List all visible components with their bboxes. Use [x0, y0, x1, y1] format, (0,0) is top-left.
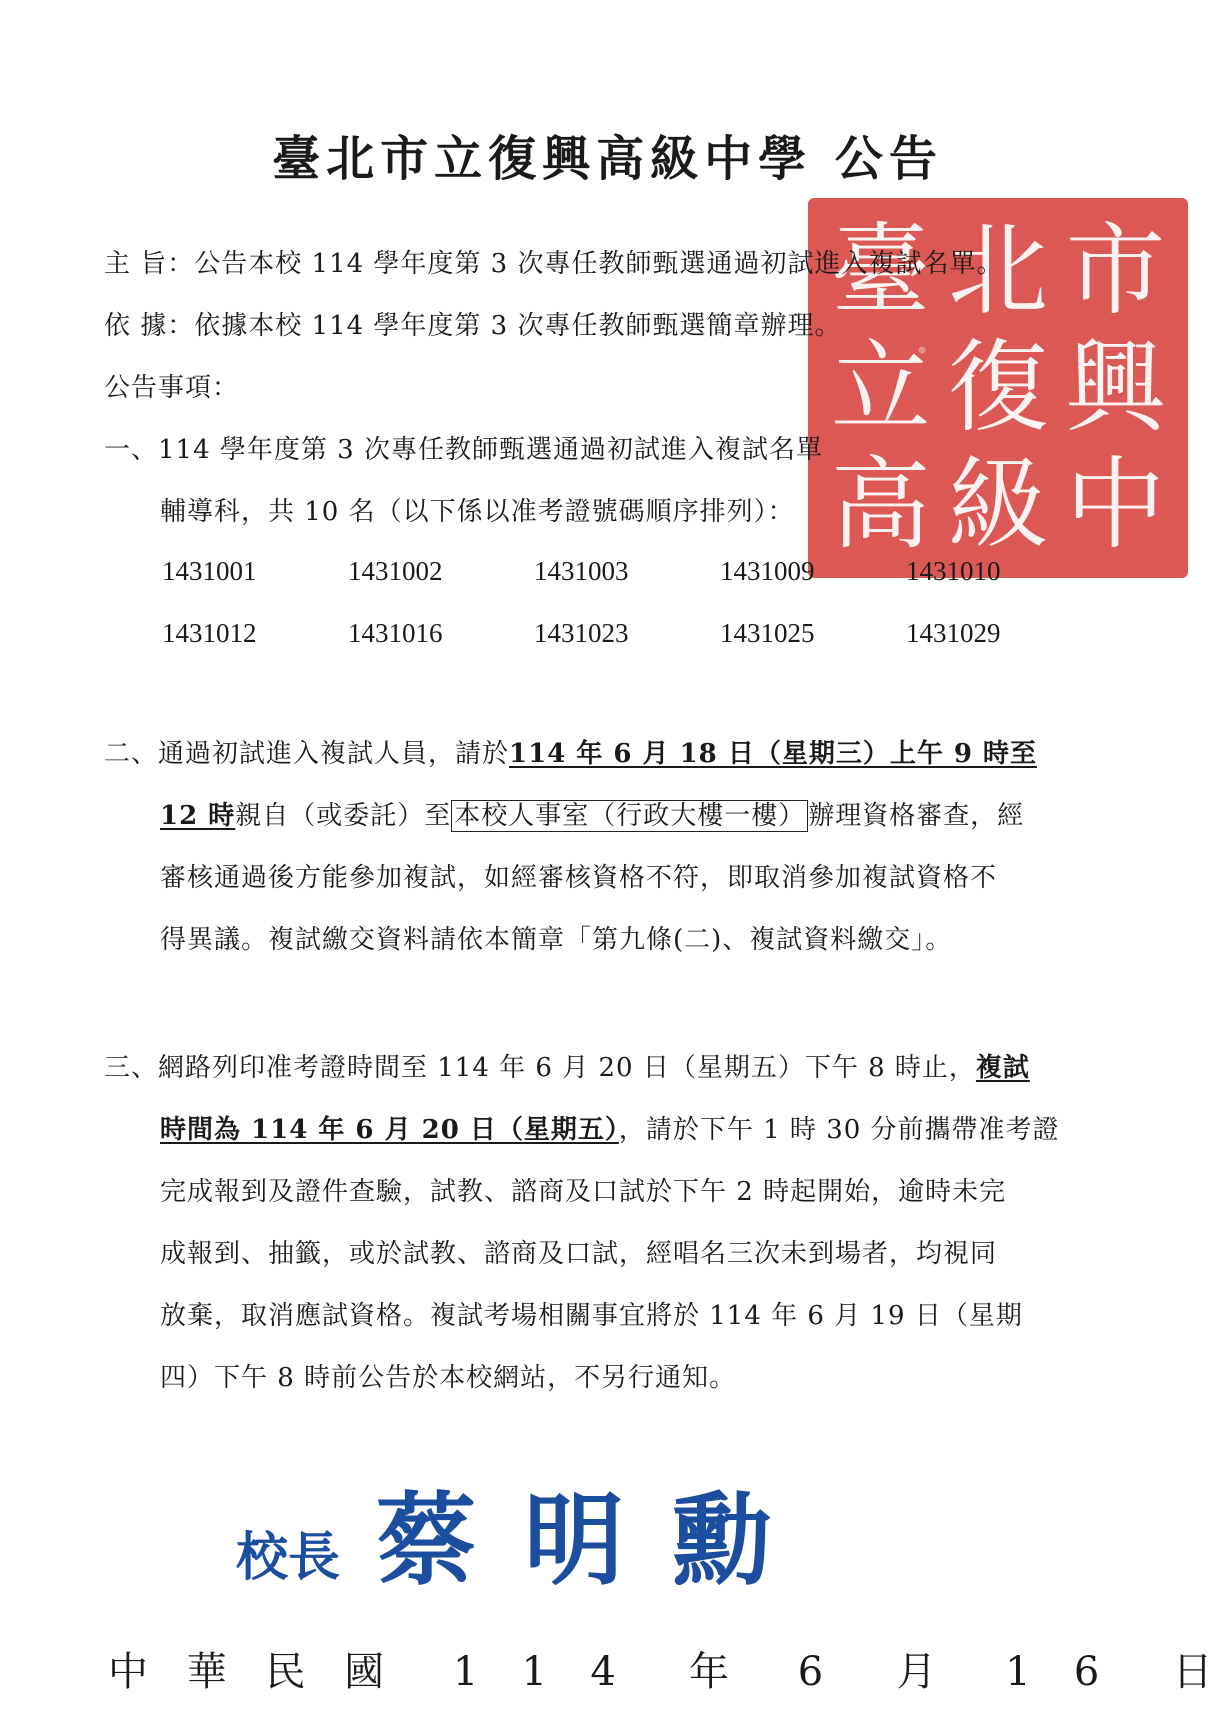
- subject-text: 公告本校 114 學年度第 3 次專任教師甄選通過初試進入複試名單。: [194, 249, 1004, 279]
- principal-signature-stamp: [236, 1460, 820, 1604]
- seal-char: 中: [1065, 446, 1166, 564]
- candidate-id: 1431009: [720, 556, 815, 586]
- seal-char: 級: [947, 446, 1048, 564]
- item3-line3: 完成報到及證件查驗，試教、諮商及口試於下午 2 時起開始，逾時未完: [160, 1177, 1007, 1207]
- seal-char: 興: [1065, 328, 1166, 446]
- date-char: 4: [590, 1649, 616, 1695]
- candidate-id: 1431001: [162, 556, 257, 586]
- item1-subheading: 輔導科，共 10 名（以下係以准考證號碼順序排列）：: [160, 497, 795, 527]
- date-char: 6: [1073, 1649, 1100, 1695]
- items-heading: 公告事項：: [104, 373, 240, 403]
- document-date: [108, 1640, 1215, 1697]
- candidate-id: 1431029: [906, 618, 1001, 648]
- date-char: 月: [896, 1649, 937, 1695]
- subject-line: [104, 243, 1004, 280]
- item2-text: 二、通過初試進入複試人員，請於: [104, 739, 510, 769]
- candidate-id: 1431012: [162, 618, 257, 648]
- basis-label: 依 據：: [104, 311, 195, 341]
- date-char: 1: [452, 1649, 479, 1695]
- seal-char: 北: [947, 211, 1048, 329]
- item3-text: 三、網路列印准考證時間至 114 年 6 月 20 日（星期五）下午 8 時止，: [104, 1053, 976, 1083]
- seal-char: 臺: [830, 211, 931, 329]
- item2-line4: 得異議。複試繳交資料請依本簡章「第九條(二)、複試資料繳交」。: [160, 925, 953, 955]
- date-char: 日: [1172, 1649, 1213, 1695]
- principal-title: 校長: [236, 1527, 341, 1588]
- item2-text: 辦理資格審查，經: [808, 801, 1025, 831]
- item2-line2: [160, 795, 1024, 832]
- item3-emphasis: 複試: [975, 1053, 1030, 1083]
- candidate-id: 1431023: [534, 618, 629, 648]
- item3-line5: 放棄，取消應試資格。複試考場相關事宜將於 114 年 6 月 19 日（星期: [160, 1301, 1023, 1331]
- subject-label: 主 旨：: [104, 249, 195, 279]
- candidate-id: 1431025: [720, 618, 815, 648]
- item2-location-box: 本校人事室（行政大樓一樓）: [451, 800, 808, 832]
- date-char: 6: [797, 1649, 824, 1695]
- date-char: 華: [186, 1649, 227, 1695]
- item2-line3: 審核通過後方能參加複試，如經審核資格不符，即取消參加複試資格不: [160, 863, 998, 893]
- candidate-id: 1431002: [348, 556, 443, 586]
- item2-time-emphasis: 12 時: [160, 801, 236, 831]
- document-title: 臺北市立復興高級中學 公告: [272, 131, 943, 187]
- item1-heading: 一、114 學年度第 3 次專任教師甄選通過初試進入複試名單: [104, 435, 823, 465]
- item2-date-emphasis: 114 年 6 月 18 日（星期三）上午 9 時至: [509, 739, 1038, 769]
- item3-text: ，請於下午 1 時 30 分前攜帶准考證: [618, 1115, 1060, 1145]
- basis-line: [104, 305, 842, 342]
- seal-char: 市: [1065, 211, 1166, 329]
- date-char: 1: [1005, 1649, 1031, 1695]
- date-char: 民: [265, 1649, 306, 1695]
- seal-char: 立: [830, 328, 931, 446]
- basis-text: 依據本校 114 學年度第 3 次專任教師甄選簡章辦理。: [194, 311, 842, 341]
- date-char: 1: [521, 1649, 548, 1695]
- item3-line2: [160, 1109, 1060, 1146]
- item3-date-emphasis: 時間為 114 年 6 月 20 日（星期五）: [160, 1115, 619, 1145]
- candidate-id: 1431010: [906, 556, 1001, 586]
- candidate-id: 1431016: [348, 618, 443, 648]
- item3-line4: 成報到、抽籤，或於試教、諮商及口試，經唱名三次未到場者，均視同: [160, 1239, 998, 1269]
- item2-text: 親自（或委託）至: [235, 801, 452, 831]
- seal-char: 高: [830, 446, 931, 564]
- item3-line6: 四）下午 8 時前公告於本校網站，不另行通知。: [160, 1363, 737, 1393]
- item2-line1: [104, 733, 1037, 770]
- date-char: 國: [344, 1649, 385, 1695]
- date-char: 中: [108, 1649, 148, 1695]
- candidate-id: 1431003: [534, 556, 629, 586]
- seal-char: 復: [947, 328, 1048, 446]
- principal-name: 蔡明勳: [376, 1481, 821, 1599]
- date-char: 年: [689, 1649, 730, 1695]
- item3-line1: [104, 1047, 1030, 1084]
